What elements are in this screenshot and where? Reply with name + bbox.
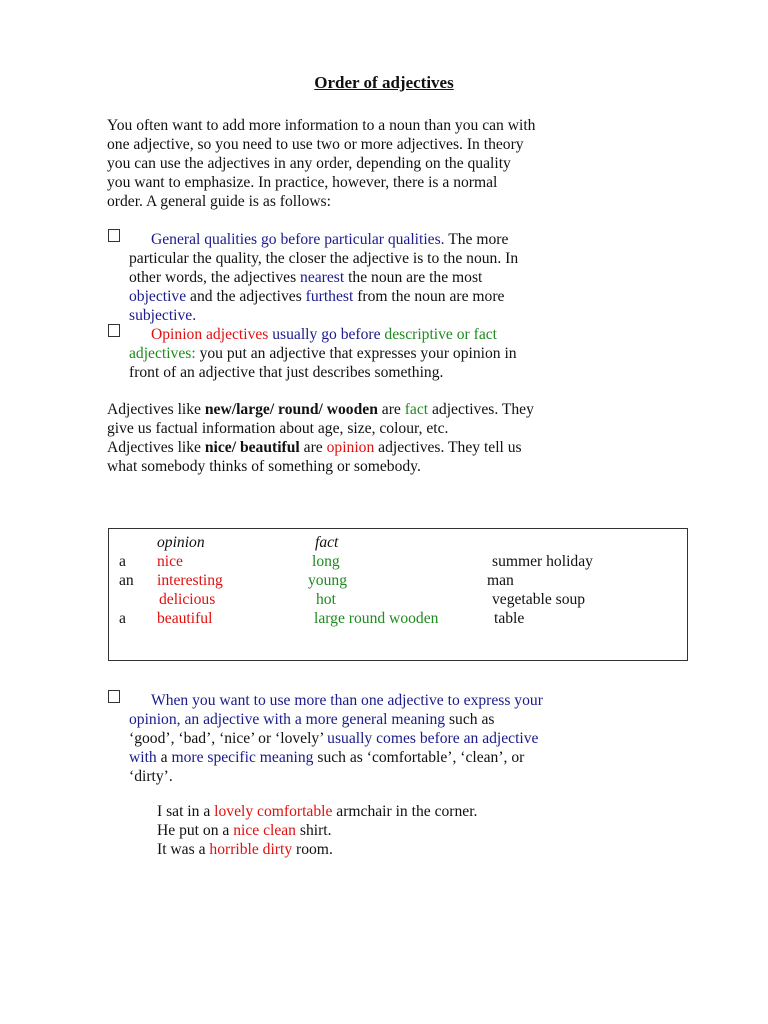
table-cell-article: an [119, 572, 134, 589]
example-line: It was a horrible dirty room. [157, 841, 333, 858]
opinion-header: opinion [157, 534, 205, 551]
bullet-general-meaning [129, 691, 543, 786]
bullet-line: other words, the adjectives nearest the noun are the most [129, 269, 483, 286]
intro-paragraph [107, 116, 535, 211]
bullet-line: When you want to use more than one adjective to express your [151, 692, 543, 709]
table-cell-opinion: beautiful [157, 610, 213, 627]
bullet-line: ‘good’, ‘bad’, ‘nice’ or ‘lovely’ usually comes before an adjective [129, 730, 539, 747]
bullet-general-qualities [129, 230, 518, 325]
bullet-opinion-adjectives [129, 325, 517, 382]
bullet-line: objective and the adjectives furthest from the noun are more [129, 288, 505, 305]
fact-header: fact [315, 534, 339, 551]
intro-line: You often want to add more information to a noun than you can with [107, 117, 536, 134]
intro-line: you can use the adjectives in any order, depending on the quality [107, 155, 511, 172]
table-cell-fact: large round wooden [314, 610, 439, 627]
bullet-line: ‘dirty’. [129, 768, 173, 785]
table-cell-opinion: interesting [157, 572, 223, 589]
bullet-box-icon [108, 324, 120, 337]
intro-line: order. A general guide is as follows: [107, 193, 331, 210]
bullet-line: particular the quality, the closer the adjective is to the noun. In [129, 250, 519, 267]
intro-line: one adjective, so you need to use two or more adjectives. In theory [107, 136, 524, 153]
bullet-line: with a more specific meaning such as ‘comfortable’, ‘clean’, or [129, 749, 525, 766]
paragraph-line: Adjectives like new/large/ round/ wooden are fact adjectives. They [107, 401, 534, 418]
paragraph-line: what somebody thinks of something or somebody. [107, 458, 421, 475]
bullet-line: adjectives: you put an adjective that expresses your opinion in [129, 345, 517, 362]
page-title: Order of adjectives [314, 73, 454, 92]
adjective-order-table [108, 528, 688, 661]
bullet-box-icon [108, 690, 120, 703]
paragraph-line: give us factual information about age, size, colour, etc. [107, 420, 449, 437]
table-cell-fact: young [308, 572, 347, 589]
table-cell-fact: hot [316, 591, 336, 608]
bullet-line: opinion, an adjective with a more general meaning such as [129, 711, 495, 728]
table-cell-article: a [119, 610, 126, 627]
example-sentences [157, 802, 477, 859]
table-cell-article: a [119, 553, 126, 570]
paragraph-line: Adjectives like nice/ beautiful are opinion adjectives. They tell us [107, 439, 522, 456]
table-cell-noun: table [494, 610, 525, 627]
table-cell-noun: man [487, 572, 514, 589]
bullet-box-icon [108, 229, 120, 242]
table-cell-noun: summer holiday [492, 553, 593, 570]
bullet-line: subjective. [129, 307, 197, 324]
bullet-line: front of an adjective that just describes something. [129, 364, 444, 381]
table-cell-opinion: nice [157, 553, 183, 570]
bullet-line: Opinion adjectives usually go before descriptive or fact [151, 326, 497, 343]
table-cell-noun: vegetable soup [492, 591, 586, 608]
table-cell-opinion: delicious [159, 591, 216, 608]
table-cell-fact: long [312, 553, 340, 570]
example-line: He put on a nice clean shirt. [157, 822, 332, 839]
intro-line: you want to emphasize. In practice, however, there is a normal [107, 174, 498, 191]
fact-opinion-paragraph [107, 400, 534, 476]
bullet-line: General qualities go before particular qualities. The more [151, 231, 509, 248]
example-line: I sat in a lovely comfortable armchair in the corner. [157, 803, 478, 820]
